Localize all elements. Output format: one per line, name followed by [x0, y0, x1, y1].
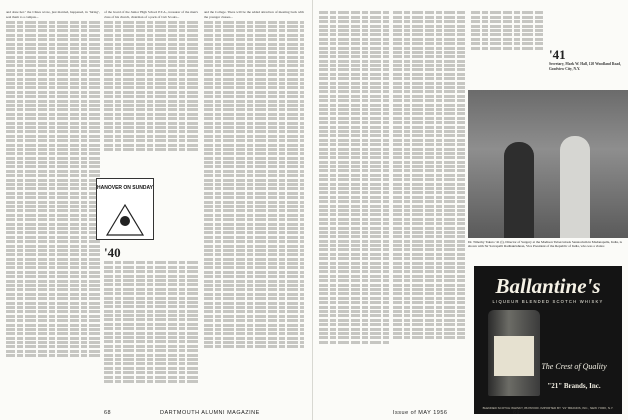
- photo-takaro-radhakrishnan: [468, 90, 628, 238]
- right-column-3-top: [471, 10, 543, 60]
- left-class-heading: '40: [104, 245, 121, 260]
- left-column-2-open: of the board of the Junior High School P.T.A., treasurer of the men's class of his church, chairman of a pack of Cub Scouts...: [104, 10, 198, 19]
- photo-caption: Dr. Timothy Takaro '41 (l), Director of Surgery at the Madison Tuberculosis Sanatorium in Madanapalle, India, is shown with Sir Sarvepalli Radhakrishnan, Vice President of the Republic of India, who was a visitor.: [468, 240, 622, 249]
- ad-subtitle: LIQUEUR BLENDED SCOTCH WHISKY: [492, 299, 604, 304]
- hanover-illustration-icon: [97, 195, 153, 239]
- right-column-2: [393, 10, 465, 410]
- left-column-3: [204, 10, 304, 400]
- right-column-4-top: [549, 62, 621, 84]
- right-page: [313, 0, 628, 420]
- left-page: [0, 0, 313, 420]
- whisky-bottle-icon: [488, 310, 540, 396]
- ballantines-advertisement: [474, 266, 622, 414]
- left-column-2-bottom: [104, 260, 198, 400]
- left-column-3-open: and the College. There will be the added attraction of meeting back with the younger classes...: [204, 10, 304, 19]
- right-class-heading: '41: [549, 47, 566, 62]
- ad-fine-print: BLENDED SCOTCH WHISKY, 86 PROOF. IMPORTED BY "21" BRANDS, INC., NEW YORK, N.Y.: [482, 406, 614, 410]
- right-issue-date: Issue of MAY 1956: [393, 410, 448, 416]
- spacer: [319, 266, 320, 267]
- right-secretary-line: Secretary, Mark W. Hall, 120 Woodland Road, Goodview City, N.Y.: [549, 62, 621, 71]
- hanover-logo: [96, 178, 154, 240]
- ad-importer: "21" Brands, Inc.: [547, 382, 601, 390]
- ad-brand: Ballantine's: [495, 274, 601, 298]
- right-page-number: 69: [513, 410, 521, 416]
- left-column-2-top: [104, 10, 198, 170]
- ad-tagline: The Crest of Quality: [541, 362, 607, 371]
- left-column-1-open: and done her." the Clines wrote, just married, happened, in ’hiring’, seal them to a campus...: [6, 10, 100, 19]
- hanover-logo-text: HANOVER ON SUNDAY: [97, 185, 153, 191]
- left-magazine-title: DARTMOUTH ALUMNI MAGAZINE: [160, 410, 260, 416]
- right-column-1: [319, 10, 389, 410]
- left-column-1: [6, 10, 100, 400]
- left-page-number: 68: [104, 410, 112, 416]
